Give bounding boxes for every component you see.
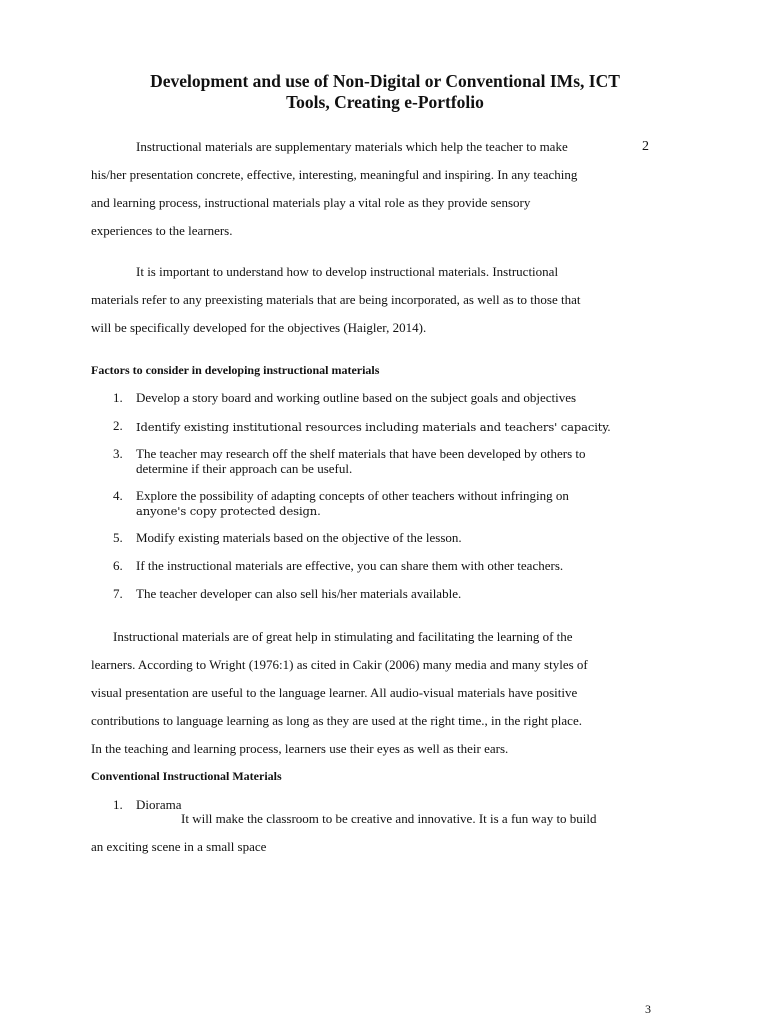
- page-number: 3: [645, 1002, 651, 1016]
- factor-number: 1.: [113, 390, 123, 405]
- para3-line-2: learners. According to Wright (1976:1) as cited in Cakir (2006) many media and many styles of: [91, 657, 588, 672]
- para1-line-1: Instructional materials are supplementary materials which help the teacher to make: [136, 139, 568, 154]
- factors-heading: Factors to consider in developing instructional materials: [91, 363, 380, 377]
- document-title: [90, 71, 680, 113]
- para3-line-3: visual presentation are useful to the language learner. All audio-visual materials have positive: [91, 685, 578, 700]
- factor-number: 3.: [113, 446, 123, 461]
- factor-number: 5.: [113, 530, 123, 545]
- para1-line-2: his/her presentation concrete, effective, interesting, meaningful and inspiring. In any teaching: [91, 167, 578, 182]
- diorama-label: Diorama: [136, 797, 182, 812]
- conventional-heading: Conventional Instructional Materials: [91, 769, 282, 783]
- factor-number: 4.: [113, 488, 123, 503]
- para1-line-3: and learning process, instructional materials play a vital role as they provide sensory: [91, 195, 531, 210]
- factor-text: Modify existing materials based on the objective of the lesson.: [136, 530, 462, 545]
- factor-text: Develop a story board and working outline based on the subject goals and objectives: [136, 390, 577, 405]
- factor-text: If the instructional materials are effective, you can share them with other teachers.: [136, 558, 564, 573]
- margin-page-marker: 2: [642, 139, 649, 154]
- factor-text-continued: determine if their approach can be useful.: [136, 461, 353, 476]
- factor-text: The teacher may research off the shelf materials that have been developed by others to: [136, 446, 586, 461]
- diorama-line-2: an exciting scene in a small space: [91, 839, 267, 854]
- factor-text: The teacher developer can also sell his/her materials available.: [136, 586, 462, 601]
- para1-line-4: experiences to the learners.: [91, 223, 233, 238]
- para2-line-1: It is important to understand how to develop instructional materials. Instructional: [136, 264, 559, 279]
- para3-line-5: In the teaching and learning process, learners use their eyes as well as their ears.: [91, 741, 509, 756]
- para3-line-4: contributions to language learning as long as they are used at the right time., in the right place.: [91, 713, 582, 728]
- factor-text: Explore the possibility of adapting concepts of other teachers without infringing on: [136, 488, 569, 503]
- para2-line-3: will be specifically developed for the objectives (Haigler, 2014).: [91, 320, 427, 335]
- factor-text: Identify existing institutional resources including materials and teachers' capacity.: [136, 420, 611, 434]
- diorama-line-1: It will make the classroom to be creative and innovative. It is a fun way to build: [181, 811, 597, 826]
- factor-number: 6.: [113, 558, 123, 573]
- para2-line-2: materials refer to any preexisting materials that are being incorporated, as well as to those that: [91, 292, 581, 307]
- factor-text-continued: anyone's copy protected design.: [136, 504, 321, 518]
- factor-number: 2.: [113, 418, 123, 433]
- para3-line-1: Instructional materials are of great help in stimulating and facilitating the learning of the: [113, 629, 573, 644]
- title-line-1: Development and use of Non-Digital or Conventional IMs, ICT: [150, 71, 620, 91]
- diorama-number: 1.: [113, 797, 123, 812]
- title-line-2: Tools, Creating e-Portfolio: [286, 92, 484, 112]
- factor-number: 7.: [113, 586, 123, 601]
